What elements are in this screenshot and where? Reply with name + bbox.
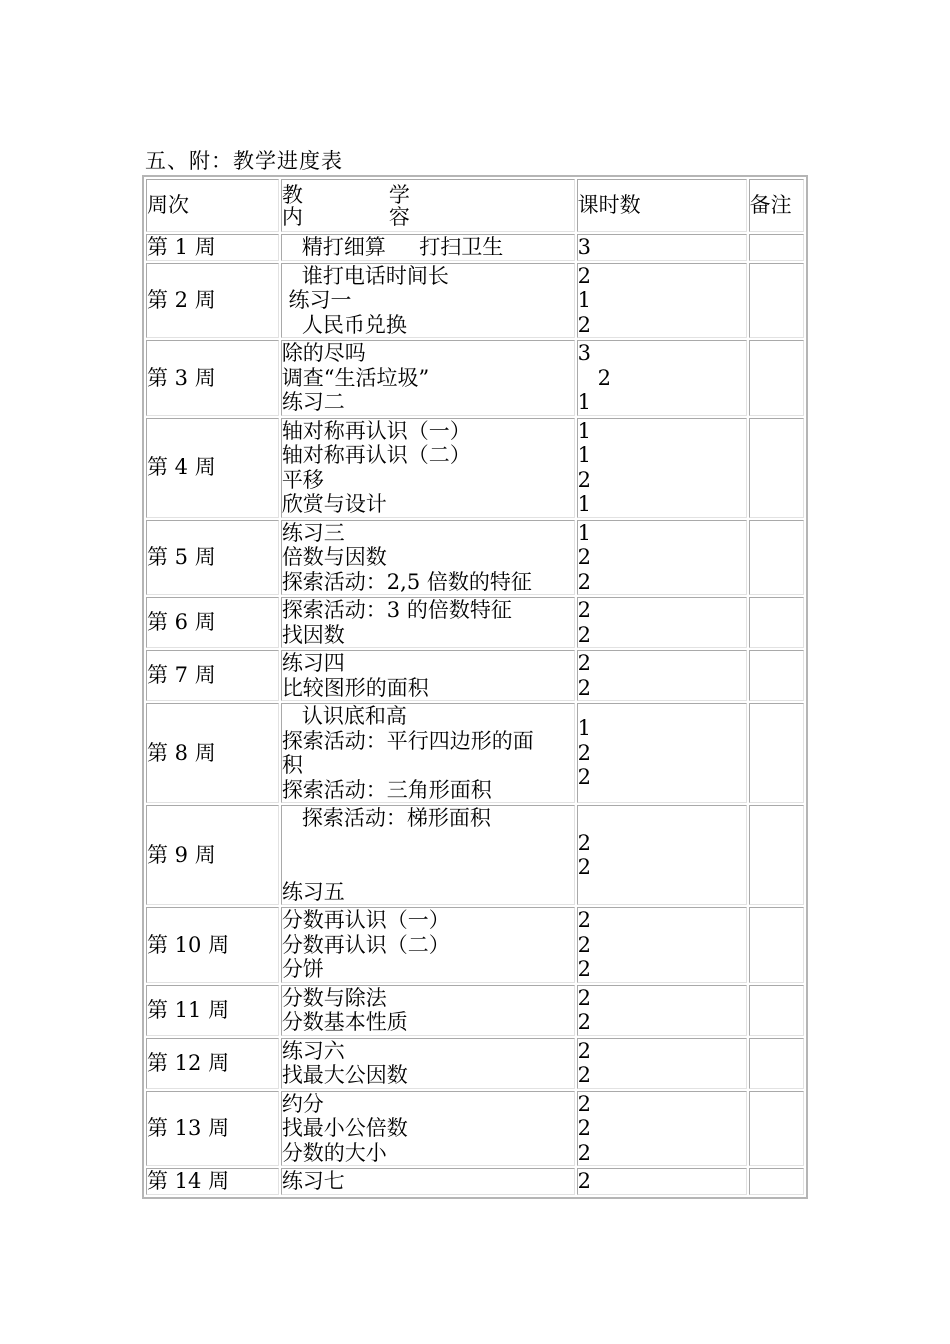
header-content-char: 教 (281, 182, 303, 207)
table-row (146, 1091, 804, 1167)
content-cell (281, 1091, 575, 1167)
hours-line: 2 (577, 1010, 591, 1034)
hours-cell (577, 1038, 747, 1089)
header-content-char: 学 (388, 182, 410, 207)
hours-line: 2 (577, 740, 591, 765)
hours-line: 1 (577, 390, 591, 414)
header-row (146, 179, 804, 232)
hours-line: 2 (577, 1063, 591, 1087)
content-line: 分数再认识（一） (281, 908, 450, 932)
notes-cell (749, 1168, 804, 1195)
hours-line: 1 (577, 520, 591, 545)
notes-cell (749, 1038, 804, 1089)
content-line: 分饼 (281, 957, 324, 981)
week-cell: 第 6 周 (146, 597, 279, 648)
week-cell: 第 10 周 (146, 907, 279, 983)
header-content-char: 容 (388, 204, 410, 229)
notes-cell (749, 805, 804, 905)
hours-line: 2 (577, 569, 591, 594)
table-row (146, 340, 804, 416)
hours-line: 2 (577, 263, 591, 288)
table-row (146, 907, 804, 983)
hours-line: 2 (577, 467, 591, 492)
hours-cell (577, 597, 747, 648)
content-cell (281, 703, 575, 803)
content-cell (281, 907, 575, 983)
content-cell (281, 234, 575, 261)
hours-line: 2 (577, 830, 591, 855)
hours-line: 1 (577, 492, 591, 516)
hours-line: 2 (577, 1091, 591, 1116)
content-line: 找最小公倍数 (281, 1116, 408, 1140)
table-row (146, 1168, 804, 1195)
content-line: 轴对称再认识（二） (281, 443, 471, 467)
table-row (146, 703, 804, 803)
header-content-char: 内 (281, 204, 303, 229)
content-line: 分数与除法 (281, 985, 387, 1010)
table-row (146, 1038, 804, 1089)
week-cell: 第 3 周 (146, 340, 279, 416)
content-cell (281, 985, 575, 1036)
week-cell: 第 11 周 (146, 985, 279, 1036)
content-line: 比较图形的面积 (281, 675, 429, 700)
hours-cell (577, 418, 747, 518)
hours-cell (577, 1168, 747, 1195)
content-line: 练习三 (281, 520, 345, 545)
hours-line: 2 (577, 855, 591, 879)
content-line: 倍数与因数 (281, 545, 387, 569)
week-cell: 第 4 周 (146, 418, 279, 518)
content-line: 人民币兑换 (281, 312, 407, 337)
content-line: 探索活动：三角形面积 (281, 777, 492, 802)
hours-cell (577, 907, 747, 983)
hours-line: 3 (577, 235, 591, 259)
content-line: 练习六 (281, 1038, 345, 1063)
hours-line: 2 (577, 651, 591, 675)
hours-line: 2 (577, 622, 591, 647)
hours-cell (577, 650, 747, 701)
content-line: 练习四 (281, 651, 345, 675)
notes-cell (749, 985, 804, 1036)
hours-cell (577, 234, 747, 261)
hours-line: 1 (577, 288, 591, 312)
week-cell: 第 9 周 (146, 805, 279, 905)
content-line: 轴对称再认识（一） (281, 418, 471, 443)
table-row (146, 263, 804, 339)
hours-cell (577, 985, 747, 1036)
hours-line: 2 (577, 765, 591, 790)
content-line: 探索活动：梯形面积 (281, 806, 491, 830)
week-cell: 第 7 周 (146, 650, 279, 701)
content-line: 积 (281, 753, 303, 777)
hours-line: 1 (577, 716, 591, 741)
table-row (146, 985, 804, 1036)
content-line: 练习五 (281, 879, 345, 904)
content-cell (281, 650, 575, 701)
content-cell (281, 805, 575, 905)
page-title: 五、附：教学进度表 (145, 149, 343, 173)
header-week: 周次 (146, 179, 279, 232)
content-line: 分数基本性质 (281, 1010, 408, 1034)
hours-line: 2 (577, 545, 591, 569)
content-line: 除的尽吗 (281, 341, 366, 365)
content-line: 探索活动：2,5 倍数的特征 (281, 569, 532, 594)
notes-cell (749, 650, 804, 701)
header-content-bottom (282, 206, 410, 228)
hours-line: 3 (577, 341, 591, 365)
content-line: 欣赏与设计 (281, 492, 387, 516)
hours-line: 2 (577, 957, 591, 981)
table-row (146, 418, 804, 518)
notes-cell (749, 340, 804, 416)
header-notes: 备注 (749, 179, 804, 232)
hours-line: 2 (577, 312, 591, 337)
content-line: 探索活动：平行四边形的面 (281, 728, 534, 753)
week-cell: 第 5 周 (146, 520, 279, 596)
content-line: 精打细算 打扫卫生 (281, 235, 504, 259)
hours-line: 2 (577, 1140, 591, 1165)
hours-cell (577, 1091, 747, 1167)
content-line: 谁打电话时间长 (281, 263, 449, 288)
table-row (146, 650, 804, 701)
notes-cell (749, 1091, 804, 1167)
week-cell: 第 14 周 (146, 1168, 279, 1195)
notes-cell (749, 907, 804, 983)
content-cell (281, 340, 575, 416)
week-cell: 第 13 周 (146, 1091, 279, 1167)
hours-cell (577, 805, 747, 905)
content-cell (281, 597, 575, 648)
content-cell (281, 1038, 575, 1089)
hours-line: 1 (577, 418, 591, 443)
hours-cell (577, 520, 747, 596)
content-line: 约分 (281, 1091, 324, 1116)
content-line: 平移 (281, 467, 324, 492)
table-row (146, 520, 804, 596)
hours-cell (577, 703, 747, 803)
content-cell (281, 1168, 575, 1195)
content-cell (281, 418, 575, 518)
hours-line: 2 (577, 932, 591, 957)
hours-line: 2 (577, 1038, 591, 1063)
content-cell (281, 520, 575, 596)
notes-cell (749, 418, 804, 518)
content-line: 练习二 (281, 390, 345, 414)
header-hours: 课时数 (577, 179, 747, 232)
content-line: 练习七 (281, 1169, 345, 1193)
content-line: 认识底和高 (281, 704, 407, 728)
week-cell: 第 8 周 (146, 703, 279, 803)
week-cell: 第 1 周 (146, 234, 279, 261)
content-line: 练习一 (281, 288, 352, 312)
table-row (146, 805, 804, 905)
hours-line: 2 (577, 598, 591, 622)
content-line: 找因数 (281, 622, 345, 647)
content-line: 调查“生活垃圾” (281, 365, 430, 390)
content-line: 分数再认识（二） (281, 932, 450, 957)
table-row (146, 234, 804, 261)
hours-line: 2 (577, 365, 611, 390)
notes-cell (749, 234, 804, 261)
hours-line: 2 (577, 675, 591, 700)
week-cell: 第 12 周 (146, 1038, 279, 1089)
notes-cell (749, 703, 804, 803)
content-line: 找最大公因数 (281, 1063, 408, 1087)
header-content (281, 179, 575, 232)
header-content-top (282, 184, 410, 206)
week-cell: 第 2 周 (146, 263, 279, 339)
blank-line (282, 831, 574, 856)
hours-line: 2 (577, 1116, 591, 1140)
hours-line: 2 (577, 985, 591, 1010)
blank-line (282, 855, 574, 880)
hours-line: 2 (577, 908, 591, 932)
schedule-body (146, 179, 804, 1195)
schedule-table (142, 175, 808, 1199)
hours-line: 2 (577, 1169, 591, 1193)
hours-cell (577, 263, 747, 339)
content-line: 探索活动：3 的倍数特征 (281, 598, 512, 622)
table-row (146, 597, 804, 648)
hours-cell (577, 340, 747, 416)
notes-cell (749, 597, 804, 648)
notes-cell (749, 520, 804, 596)
hours-line: 1 (577, 443, 591, 467)
content-cell (281, 263, 575, 339)
content-line: 分数的大小 (281, 1140, 387, 1165)
notes-cell (749, 263, 804, 339)
